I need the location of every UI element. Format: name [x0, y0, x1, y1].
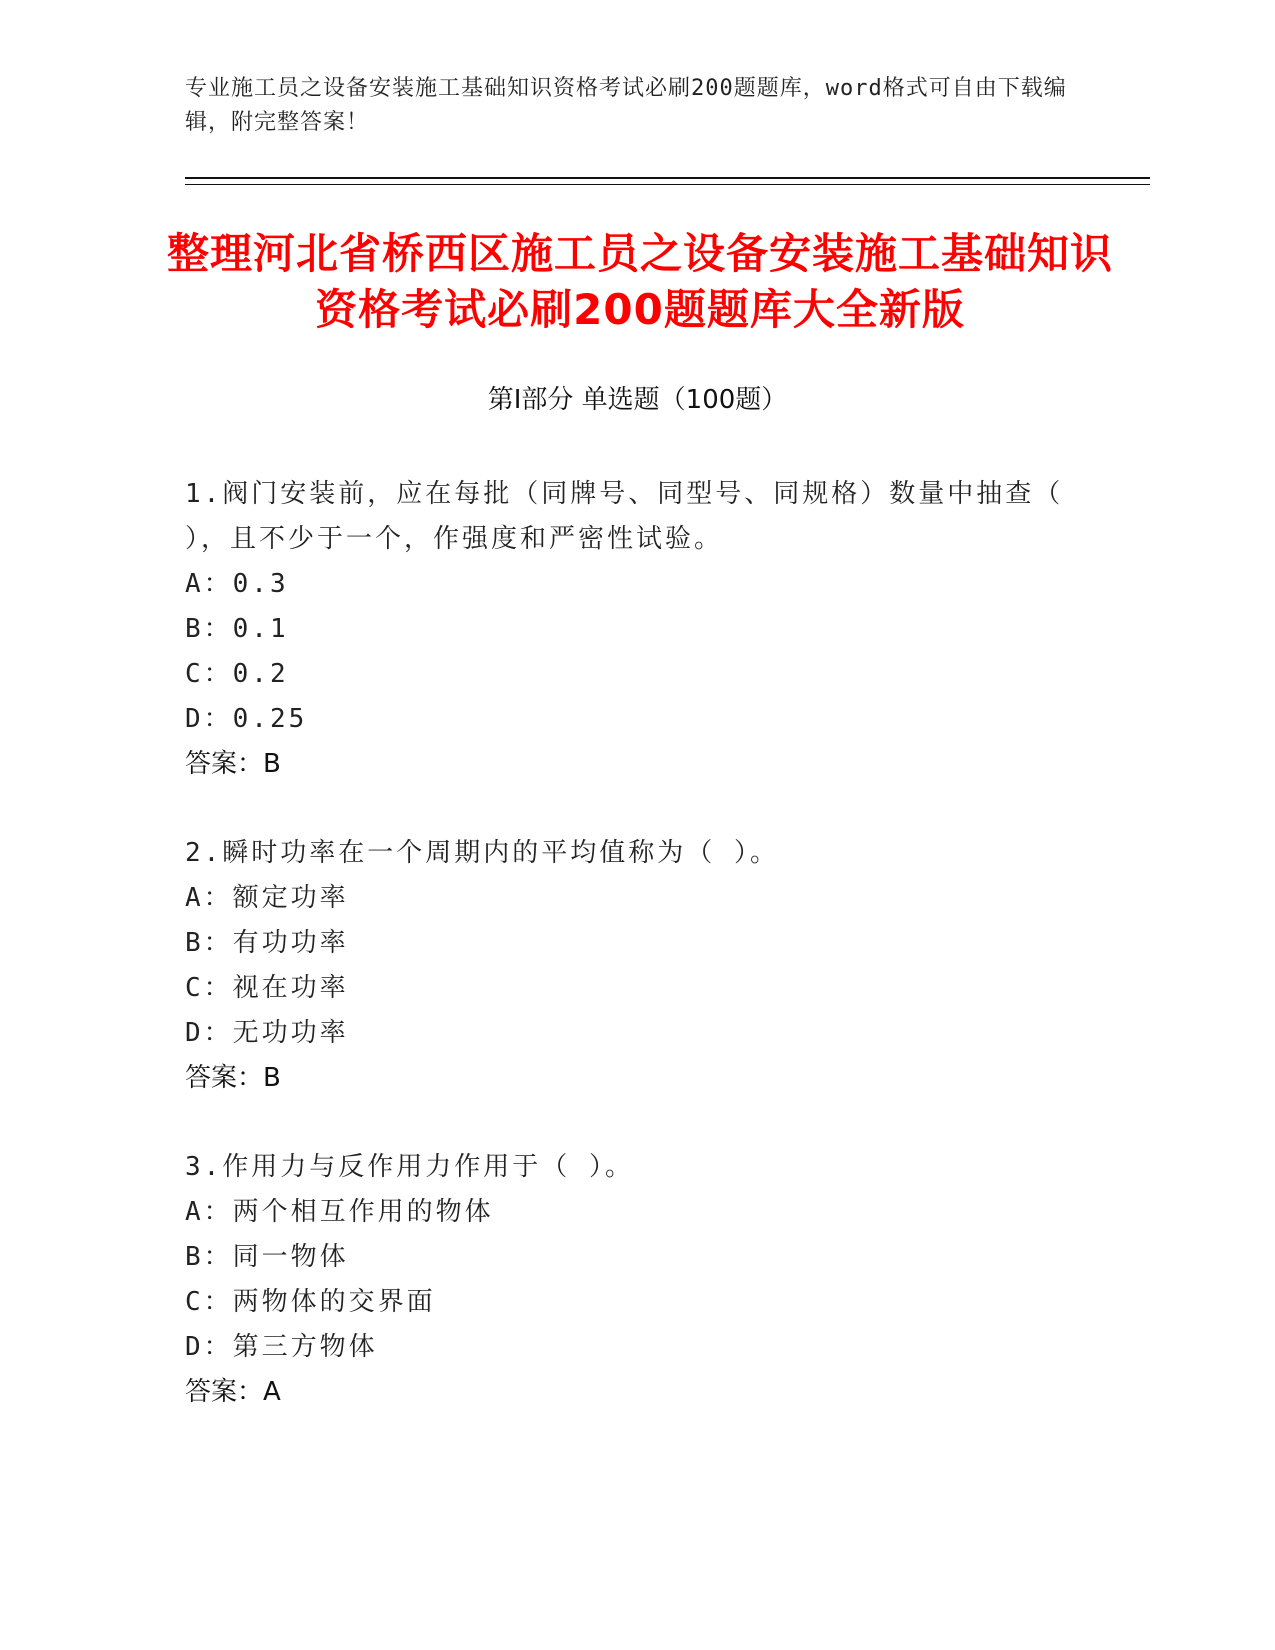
option-c: C：视在功率 — [185, 973, 349, 1003]
option-d: D：第三方物体 — [185, 1332, 378, 1362]
option-a: A：0.3 — [185, 569, 289, 599]
option-d: D：无功功率 — [185, 1018, 349, 1048]
option-b: B：0.1 — [185, 614, 289, 644]
option-c: C：两物体的交界面 — [185, 1287, 436, 1317]
header-divider-thin — [185, 184, 1150, 185]
document-title: 整理河北省桥西区施工员之设备安装施工基础知识资格考试必刷200题题库大全新版 — [166, 229, 1113, 334]
option-b: B：有功功率 — [185, 928, 349, 958]
option-c: C：0.2 — [185, 659, 289, 689]
option-a: A：两个相互作用的物体 — [185, 1197, 494, 1227]
answer-label: 答案：B — [185, 1063, 281, 1093]
option-b: B：同一物体 — [185, 1242, 349, 1272]
answer-label: 答案：B — [185, 749, 281, 779]
section-heading: 第Ⅰ部分 单选题（100题） — [487, 385, 788, 415]
question-stem: 2.瞬时功率在一个周期内的平均值称为（ ）。 — [185, 838, 779, 868]
header-divider-thick — [185, 177, 1150, 179]
question-stem: 3.作用力与反作用力作用于（ ）。 — [185, 1152, 634, 1182]
question-1 — [185, 472, 1065, 787]
header-note: 专业施工员之设备安装施工基础知识资格考试必刷200题题库，word格式可自由下载编辑，附完整答案！ — [185, 76, 1067, 135]
question-2 — [185, 831, 1065, 1101]
answer-label: 答案：A — [185, 1377, 281, 1407]
question-stem: 1.阀门安装前，应在每批（同牌号、同型号、同规格）数量中抽查（ ），且不少于一个，作强度和严密性试验。 — [185, 479, 1064, 554]
option-d: D：0.25 — [185, 704, 308, 734]
option-a: A：额定功率 — [185, 883, 349, 913]
question-3 — [185, 1145, 1065, 1415]
question-list — [185, 472, 1065, 1459]
